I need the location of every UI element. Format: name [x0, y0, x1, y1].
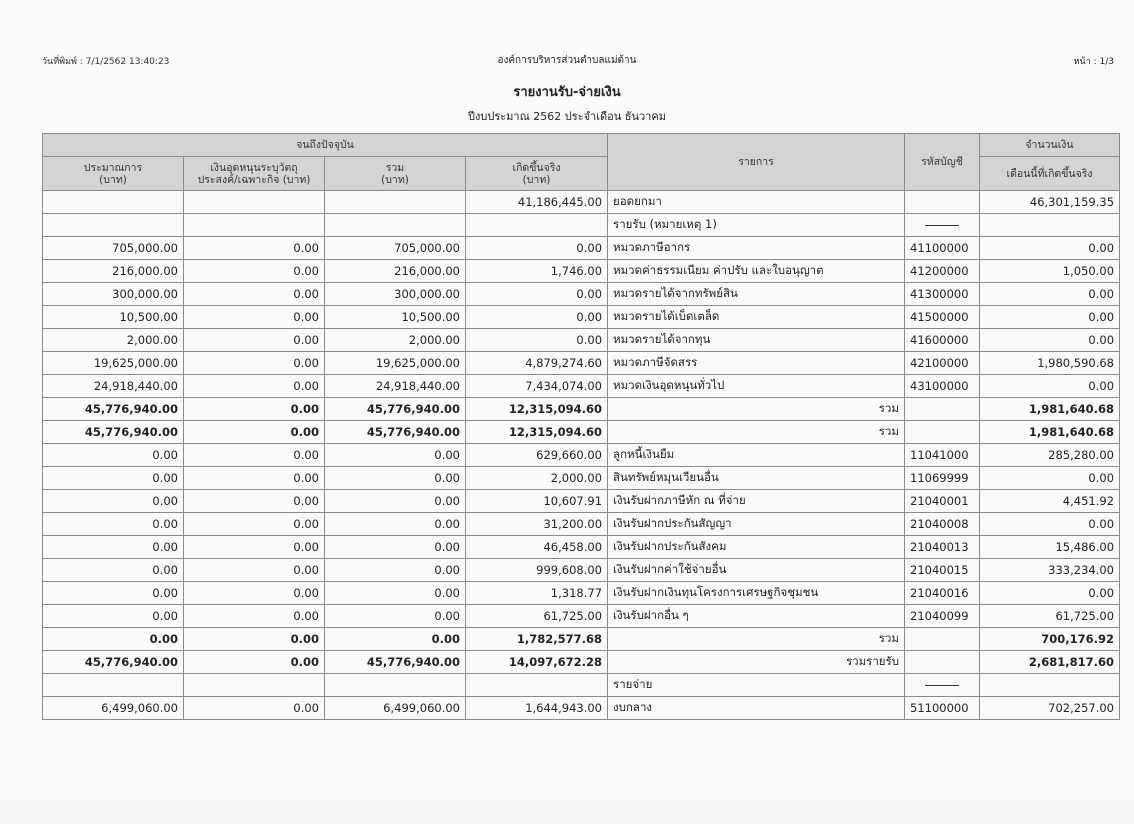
table-row: [43, 283, 1120, 306]
cell-month-actual: 1,981,640.68: [980, 421, 1120, 444]
cell-subsidy: 0.00: [184, 237, 325, 260]
cell-actual: 1,782,577.68: [466, 628, 608, 651]
cell-account-code: 21040016: [905, 582, 980, 605]
cell-account-code: 11069999: [905, 467, 980, 490]
cell-item: รวม: [608, 398, 905, 421]
cell-total: 0.00: [325, 467, 466, 490]
cell-estimate: 0.00: [43, 559, 184, 582]
cell-account-code: 41200000: [905, 260, 980, 283]
cell-total: 0.00: [325, 444, 466, 467]
cell-estimate: 6,499,060.00: [43, 697, 184, 720]
col-actual: เกิดขึ้นจริง (บาท): [466, 157, 608, 191]
cell-item: ยอดยกมา: [608, 191, 905, 214]
cell-estimate: 0.00: [43, 605, 184, 628]
table-row: [43, 329, 1120, 352]
cell-item: เงินรับฝากประกันสังคม: [608, 536, 905, 559]
cell-subsidy: 0.00: [184, 651, 325, 674]
cell-total: 45,776,940.00: [325, 398, 466, 421]
table-row: [43, 697, 1120, 720]
cell-total: [325, 674, 466, 697]
cell-month-actual: 285,280.00: [980, 444, 1120, 467]
cell-account-code: [905, 398, 980, 421]
cell-subsidy: 0.00: [184, 375, 325, 398]
total-row: [43, 651, 1120, 674]
cell-item: รวม: [608, 628, 905, 651]
col-total: รวม (บาท): [325, 157, 466, 191]
table-row: [43, 352, 1120, 375]
cell-month-actual: 46,301,159.35: [980, 191, 1120, 214]
cell-total: 216,000.00: [325, 260, 466, 283]
cell-total: 19,625,000.00: [325, 352, 466, 375]
cell-month-actual: 4,451.92: [980, 490, 1120, 513]
cell-account-code: [905, 674, 980, 697]
cell-total: [325, 191, 466, 214]
cell-account-code: [905, 191, 980, 214]
cell-total: 0.00: [325, 605, 466, 628]
cell-item: หมวดค่าธรรมเนียม ค่าปรับ และใบอนุญาต: [608, 260, 905, 283]
table-row: [43, 559, 1120, 582]
cell-actual: 2,000.00: [466, 467, 608, 490]
cell-estimate: 45,776,940.00: [43, 398, 184, 421]
cell-item: หมวดรายได้จากทรัพย์สิน: [608, 283, 905, 306]
cell-item: รายรับ (หมายเหตุ 1): [608, 214, 905, 237]
cell-month-actual: 1,050.00: [980, 260, 1120, 283]
cell-subsidy: 0.00: [184, 513, 325, 536]
cell-subsidy: 0.00: [184, 421, 325, 444]
cell-month-actual: 1,981,640.68: [980, 398, 1120, 421]
cell-item: หมวดรายได้จากทุน: [608, 329, 905, 352]
cell-estimate: 10,500.00: [43, 306, 184, 329]
cell-account-code: 21040001: [905, 490, 980, 513]
cell-account-code: 21040013: [905, 536, 980, 559]
cell-item: หมวดภาษีอากร: [608, 237, 905, 260]
cell-total: 45,776,940.00: [325, 421, 466, 444]
cell-item: เงินรับฝากภาษีหัก ณ ที่จ่าย: [608, 490, 905, 513]
cell-account-code: 21040008: [905, 513, 980, 536]
total-row: [43, 398, 1120, 421]
cell-item: ลูกหนี้เงินยืม: [608, 444, 905, 467]
cell-subsidy: [184, 191, 325, 214]
cell-estimate: 19,625,000.00: [43, 352, 184, 375]
cell-actual: 0.00: [466, 306, 608, 329]
cell-month-actual: 0.00: [980, 513, 1120, 536]
cell-month-actual: [980, 674, 1120, 697]
total-row: [43, 628, 1120, 651]
cell-estimate: 216,000.00: [43, 260, 184, 283]
cell-item: สินทรัพย์หมุนเวียนอื่น: [608, 467, 905, 490]
cell-estimate: [43, 214, 184, 237]
col-group-to-date: จนถึงปัจจุบัน: [43, 134, 608, 157]
cell-actual: 629,660.00: [466, 444, 608, 467]
cell-month-actual: 0.00: [980, 237, 1120, 260]
table-row: [43, 306, 1120, 329]
cell-month-actual: 0.00: [980, 329, 1120, 352]
cell-month-actual: 700,176.92: [980, 628, 1120, 651]
cell-subsidy: 0.00: [184, 306, 325, 329]
cell-item: เงินรับฝากอื่น ๆ: [608, 605, 905, 628]
cell-estimate: 0.00: [43, 444, 184, 467]
cell-estimate: [43, 191, 184, 214]
cell-estimate: 0.00: [43, 490, 184, 513]
table-row: [43, 444, 1120, 467]
cell-actual: 12,315,094.60: [466, 421, 608, 444]
page-number: หน้า : 1/3: [1073, 57, 1114, 67]
col-item: รายการ: [608, 134, 905, 191]
report-subtitle: ปีงบประมาณ 2562 ประจำเดือน ธันวาคม: [468, 110, 666, 123]
table-row: [43, 490, 1120, 513]
cell-estimate: 45,776,940.00: [43, 651, 184, 674]
cell-total: [325, 214, 466, 237]
col-amount: จำนวนเงิน: [980, 134, 1120, 157]
cell-account-code: 21040015: [905, 559, 980, 582]
cell-subsidy: 0.00: [184, 329, 325, 352]
cell-estimate: 0.00: [43, 536, 184, 559]
cell-subsidy: 0.00: [184, 536, 325, 559]
cell-actual: 41,186,445.00: [466, 191, 608, 214]
code-placeholder-line: [925, 225, 959, 226]
organization-name: องค์การบริหารส่วนตำบลแม่ต้าน: [497, 55, 637, 66]
cell-estimate: 0.00: [43, 582, 184, 605]
col-month-actual: เดือนนี้ที่เกิดขึ้นจริง: [980, 157, 1120, 191]
cell-subsidy: 0.00: [184, 628, 325, 651]
report-title: รายงานรับ-จ่ายเงิน: [513, 85, 621, 100]
cell-actual: 12,315,094.60: [466, 398, 608, 421]
cell-subsidy: 0.00: [184, 467, 325, 490]
cell-item: เงินรับฝากค่าใช้จ่ายอื่น: [608, 559, 905, 582]
table-row: [43, 513, 1120, 536]
cell-actual: 999,608.00: [466, 559, 608, 582]
cell-item: เงินรับฝากประกันสัญญา: [608, 513, 905, 536]
report-table: [42, 133, 1120, 720]
cell-month-actual: 15,486.00: [980, 536, 1120, 559]
cell-month-actual: 333,234.00: [980, 559, 1120, 582]
cell-actual: 46,458.00: [466, 536, 608, 559]
cell-total: 24,918,440.00: [325, 375, 466, 398]
cell-actual: 1,746.00: [466, 260, 608, 283]
table-row: [43, 260, 1120, 283]
cell-total: 10,500.00: [325, 306, 466, 329]
cell-total: 0.00: [325, 628, 466, 651]
cell-total: 0.00: [325, 559, 466, 582]
cell-estimate: 2,000.00: [43, 329, 184, 352]
cell-subsidy: [184, 214, 325, 237]
cell-subsidy: 0.00: [184, 398, 325, 421]
table-row: [43, 237, 1120, 260]
cell-estimate: 45,776,940.00: [43, 421, 184, 444]
cell-month-actual: 0.00: [980, 283, 1120, 306]
cell-estimate: 0.00: [43, 467, 184, 490]
cell-account-code: [905, 421, 980, 444]
table-row: [43, 536, 1120, 559]
cell-actual: 61,725.00: [466, 605, 608, 628]
cell-account-code: 51100000: [905, 697, 980, 720]
cell-subsidy: 0.00: [184, 283, 325, 306]
cell-actual: 7,434,074.00: [466, 375, 608, 398]
cell-item: หมวดเงินอุดหนุนทั่วไป: [608, 375, 905, 398]
cell-subsidy: 0.00: [184, 490, 325, 513]
cell-actual: 1,644,943.00: [466, 697, 608, 720]
cell-actual: 4,879,274.60: [466, 352, 608, 375]
table-row: [43, 605, 1120, 628]
cell-actual: [466, 214, 608, 237]
cell-item: รวมรายรับ: [608, 651, 905, 674]
print-date: วันที่พิมพ์ : 7/1/2562 13:40:23: [42, 57, 170, 67]
cell-item: รวม: [608, 421, 905, 444]
section-row: [43, 214, 1120, 237]
cell-estimate: 300,000.00: [43, 283, 184, 306]
cell-actual: 0.00: [466, 329, 608, 352]
cell-actual: [466, 674, 608, 697]
cell-account-code: [905, 651, 980, 674]
cell-account-code: 11041000: [905, 444, 980, 467]
cell-month-actual: 0.00: [980, 375, 1120, 398]
cell-total: 0.00: [325, 582, 466, 605]
table-row: [43, 191, 1120, 214]
cell-subsidy: 0.00: [184, 444, 325, 467]
col-estimate: ประมาณการ (บาท): [43, 157, 184, 191]
cell-subsidy: 0.00: [184, 559, 325, 582]
cell-month-actual: 0.00: [980, 582, 1120, 605]
table-row: [43, 375, 1120, 398]
cell-actual: 0.00: [466, 237, 608, 260]
cell-subsidy: 0.00: [184, 582, 325, 605]
cell-month-actual: 0.00: [980, 306, 1120, 329]
cell-month-actual: [980, 214, 1120, 237]
cell-month-actual: 702,257.00: [980, 697, 1120, 720]
cell-item: งบกลาง: [608, 697, 905, 720]
cell-account-code: 41300000: [905, 283, 980, 306]
cell-estimate: 0.00: [43, 513, 184, 536]
cell-account-code: 41600000: [905, 329, 980, 352]
cell-subsidy: 0.00: [184, 260, 325, 283]
cell-account-code: [905, 214, 980, 237]
cell-actual: 0.00: [466, 283, 608, 306]
cell-account-code: 21040099: [905, 605, 980, 628]
cell-estimate: 705,000.00: [43, 237, 184, 260]
cell-month-actual: 1,980,590.68: [980, 352, 1120, 375]
col-account-code: รหัสบัญชี: [905, 134, 980, 191]
cell-actual: 1,318.77: [466, 582, 608, 605]
total-row: [43, 421, 1120, 444]
cell-account-code: 43100000: [905, 375, 980, 398]
cell-month-actual: 2,681,817.60: [980, 651, 1120, 674]
cell-total: 0.00: [325, 536, 466, 559]
cell-subsidy: 0.00: [184, 605, 325, 628]
cell-total: 0.00: [325, 490, 466, 513]
table-row: [43, 582, 1120, 605]
table-row: [43, 467, 1120, 490]
cell-total: 2,000.00: [325, 329, 466, 352]
cell-estimate: 24,918,440.00: [43, 375, 184, 398]
cell-total: 45,776,940.00: [325, 651, 466, 674]
cell-total: 705,000.00: [325, 237, 466, 260]
cell-item: รายจ่าย: [608, 674, 905, 697]
code-placeholder-line: [925, 685, 959, 686]
cell-subsidy: 0.00: [184, 697, 325, 720]
cell-account-code: 41100000: [905, 237, 980, 260]
cell-actual: 14,097,672.28: [466, 651, 608, 674]
cell-item: เงินรับฝากเงินทุนโครงการเศรษฐกิจชุมชน: [608, 582, 905, 605]
cell-total: 6,499,060.00: [325, 697, 466, 720]
cell-actual: 10,607.91: [466, 490, 608, 513]
cell-subsidy: [184, 674, 325, 697]
cell-account-code: 41500000: [905, 306, 980, 329]
section-row: [43, 674, 1120, 697]
cell-item: หมวดภาษีจัดสรร: [608, 352, 905, 375]
col-subsidy: เงินอุดหนุนระบุวัตถุ ประสงค์/เฉพาะกิจ (บาท): [184, 157, 325, 191]
cell-subsidy: 0.00: [184, 352, 325, 375]
cell-item: หมวดรายได้เบ็ดเตล็ด: [608, 306, 905, 329]
cell-month-actual: 61,725.00: [980, 605, 1120, 628]
cell-actual: 31,200.00: [466, 513, 608, 536]
cell-total: 0.00: [325, 513, 466, 536]
cell-account-code: 42100000: [905, 352, 980, 375]
cell-estimate: 0.00: [43, 628, 184, 651]
cell-month-actual: 0.00: [980, 467, 1120, 490]
cell-account-code: [905, 628, 980, 651]
cell-total: 300,000.00: [325, 283, 466, 306]
cell-estimate: [43, 674, 184, 697]
